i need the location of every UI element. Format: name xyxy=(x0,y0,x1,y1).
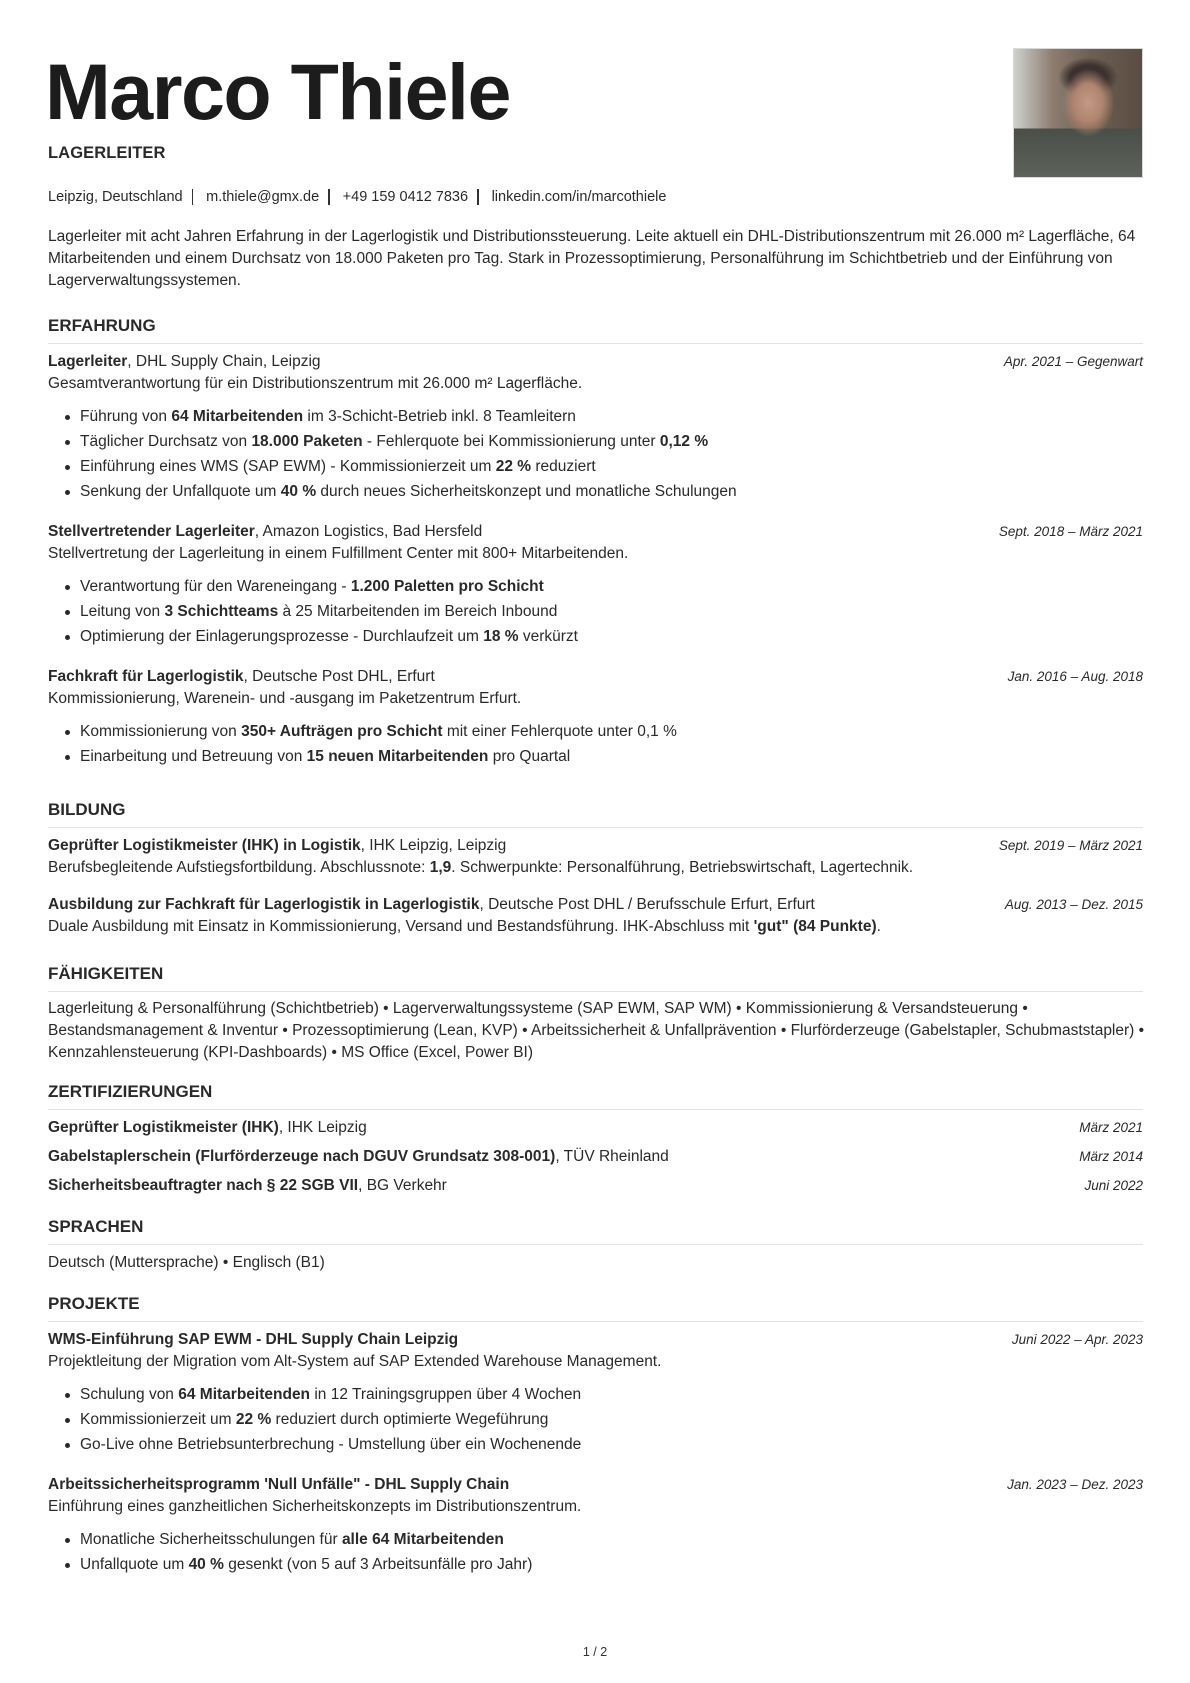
emphasis-text: 0,12 % xyxy=(659,433,709,450)
section-heading-certifications: ZERTIFIZIERUNGEN xyxy=(48,1082,1143,1110)
bullet-item: Kommissionierzeit um 22 % reduziert durch optimierte Wegeführung xyxy=(80,1407,1143,1432)
emphasis-text: 64 Mitarbeitenden xyxy=(171,408,304,425)
entry-date: Sept. 2018 – März 2021 xyxy=(998,524,1143,539)
bullet-list xyxy=(48,1382,1143,1457)
contact-line xyxy=(48,189,666,205)
entry-title: Lagerleiter, DHL Supply Chain, Leipzig xyxy=(48,353,321,370)
bullet-list xyxy=(48,719,1143,769)
entry-description: Einführung eines ganzheitlichen Sicherheitskonzepts im Distributionszentrum. xyxy=(48,1498,582,1515)
entry-title: Sicherheitsbeauftragter nach § 22 SGB VII, BG Verkehr xyxy=(48,1177,447,1194)
project-entry xyxy=(48,1474,1143,1577)
entry-date: Jan. 2023 – Dez. 2023 xyxy=(1007,1477,1143,1492)
entry-title: Ausbildung zur Fachkraft für Lagerlogistik in Lagerlogistik, Deutsche Post DHL / Berufsschule Erfurt, Erfurt xyxy=(48,896,815,913)
entry-role: Geprüfter Logistikmeister (IHK) in Logistik xyxy=(48,837,361,854)
entry-date: Juni 2022 – Apr. 2023 xyxy=(1011,1332,1143,1347)
bullet-item: Unfallquote um 40 % gesenkt (von 5 auf 3 Arbeitsunfälle pro Jahr) xyxy=(80,1552,1143,1577)
emphasis-text: 22 % xyxy=(495,458,532,475)
bullet-item: Senkung der Unfallquote um 40 % durch neues Sicherheitskonzept und monatliche Schulungen xyxy=(80,479,1143,504)
section-heading-education: BILDUNG xyxy=(48,800,1143,828)
entry-date: Sept. 2019 – März 2021 xyxy=(998,838,1143,853)
bullet-item: Einführung eines WMS (SAP EWM) - Kommissionierzeit um 22 % reduziert xyxy=(80,454,1143,479)
section-heading-experience: ERFAHRUNG xyxy=(48,316,1143,344)
emphasis-text: alle 64 Mitarbeitenden xyxy=(341,1531,504,1548)
contact-divider xyxy=(477,189,479,205)
certification-entry xyxy=(48,1175,1143,1197)
languages-list: Deutsch (Muttersprache) • Englisch (B1) xyxy=(48,1254,325,1271)
job-title: LAGERLEITER xyxy=(48,144,166,162)
bullet-item: Verantwortung für den Wareneingang - 1.200 Paletten pro Schicht xyxy=(80,574,1143,599)
emphasis-text: 40 % xyxy=(280,483,317,500)
entry-date: März 2014 xyxy=(1079,1149,1143,1164)
contact-email[interactable]: m.thiele@gmx.de xyxy=(206,189,320,205)
contact-divider xyxy=(328,189,330,205)
entry-title: Geprüfter Logistikmeister (IHK) in Logistik, IHK Leipzig, Leipzig xyxy=(48,837,507,854)
entry-title xyxy=(48,1329,458,1351)
emphasis-text: 40 % xyxy=(188,1556,224,1573)
entry-header-row xyxy=(48,835,1143,857)
bullet-item: Monatliche Sicherheitsschulungen für alle 64 Mitarbeitenden xyxy=(80,1527,1143,1552)
entry-header-row xyxy=(48,1329,1143,1351)
entry-role: Sicherheitsbeauftragter nach § 22 SGB VII xyxy=(48,1177,359,1194)
emphasis-text: 'gut" (84 Punkte) xyxy=(753,918,877,935)
entry-date: Juni 2022 xyxy=(1084,1178,1143,1193)
bullet-list xyxy=(48,574,1143,649)
education-entry xyxy=(48,894,1143,938)
emphasis-text: 15 neuen Mitarbeitenden xyxy=(306,748,489,765)
entry-header-row xyxy=(48,894,1143,916)
entry-role: Fachkraft für Lagerlogistik xyxy=(48,668,244,685)
contact-divider xyxy=(192,189,194,205)
entry-description: Stellvertretung der Lagerleitung in einem Fulfillment Center mit 800+ Mitarbeitenden. xyxy=(48,545,629,562)
contact-phone[interactable]: +49 159 0412 7836 xyxy=(342,189,469,205)
entry-role: Geprüfter Logistikmeister (IHK) xyxy=(48,1119,279,1136)
entry-role: WMS-Einführung SAP EWM - DHL Supply Chain Leipzig xyxy=(48,1331,459,1348)
entry-description: Kommissionierung, Warenein- und -ausgang im Paketzentrum Erfurt. xyxy=(48,690,522,707)
entry-date: März 2021 xyxy=(1079,1120,1143,1135)
experience-entry xyxy=(48,666,1143,769)
entry-description: Berufsbegleitende Aufstiegsfortbildung. Abschlussnote: 1,9. Schwerpunkte: Personalführung, Betriebswirtschaft, Lagertechnik. xyxy=(48,859,914,876)
education-entry xyxy=(48,835,1143,879)
certification-entry xyxy=(48,1146,1143,1168)
contact-location: Leipzig, Deutschland xyxy=(48,189,183,205)
experience-entry xyxy=(48,521,1143,649)
bullet-item: Einarbeitung und Betreuung von 15 neuen Mitarbeitenden pro Quartal xyxy=(80,744,1143,769)
entry-description: Gesamtverantwortung für ein Distributionszentrum mit 26.000 m² Lagerfläche. xyxy=(48,375,583,392)
entry-header-row xyxy=(48,1474,1143,1496)
bullet-item: Schulung von 64 Mitarbeitenden in 12 Trainingsgruppen über 4 Wochen xyxy=(80,1382,1143,1407)
emphasis-text: 1,9 xyxy=(429,859,452,876)
emphasis-text: 350+ Aufträgen pro Schicht xyxy=(241,723,443,740)
entry-header-row xyxy=(48,351,1143,373)
entry-role: Lagerleiter xyxy=(48,353,128,370)
entry-title: Geprüfter Logistikmeister (IHK), IHK Leipzig xyxy=(48,1119,367,1136)
experience-entry xyxy=(48,351,1143,504)
entry-header-row xyxy=(48,666,1143,688)
bullet-item: Kommissionierung von 350+ Aufträgen pro Schicht mit einer Fehlerquote unter 0,1 % xyxy=(80,719,1143,744)
bullet-list xyxy=(48,1527,1143,1577)
entry-description: Projektleitung der Migration vom Alt-System auf SAP Extended Warehouse Management. xyxy=(48,1353,662,1370)
profile-photo xyxy=(1013,48,1143,178)
bullet-item: Leitung von 3 Schichtteams à 25 Mitarbeitenden im Bereich Inbound xyxy=(80,599,1143,624)
entry-title xyxy=(48,1474,509,1496)
entry-date: Jan. 2016 – Aug. 2018 xyxy=(1007,669,1143,684)
resume-header xyxy=(45,0,1143,186)
emphasis-text: 64 Mitarbeitenden xyxy=(178,1386,311,1403)
entry-title: Gabelstaplerschein (Flurförderzeuge nach DGUV Grundsatz 308-001), TÜV Rheinland xyxy=(48,1148,669,1165)
candidate-name: Marco Thiele xyxy=(45,47,510,136)
skills-list: Lagerleitung & Personalführung (Schichtbetrieb) • Lagerverwaltungssysteme (SAP EWM, SAP WM) • Kommissionierung & Versandsteuerung • Bestandsmanagement & Inventur • Prozessoptimierung (Lean, KVP) • Arbeitssicherheit & Unfallprävention • Flurförderzeuge (Gabelstapler, Schubmaststapler) • Kennzahlensteuerung (KPI-Dashboards) • MS Office (Excel, Power BI) xyxy=(48,1000,1145,1061)
emphasis-text: 3 Schichtteams xyxy=(164,603,279,620)
emphasis-text: 22 % xyxy=(235,1411,272,1428)
bullet-item: Führung von 64 Mitarbeitenden im 3-Schicht-Betrieb inkl. 8 Teamleitern xyxy=(80,404,1143,429)
profile-summary: Lagerleiter mit acht Jahren Erfahrung in der Lagerlogistik und Distributionssteuerung. Leite aktuell ein DHL-Distributionszentrum mit 26.000 m² Lagerfläche, 64 Mitarbeitenden und einem Durchsatz von 18.000 Paketen pro Tag. Stark in Prozessoptimierung, Personalführung im Schichtbetrieb und der Einführung von Lagerverwaltungssystemen. xyxy=(48,228,1136,289)
bullet-item: Go-Live ohne Betriebsunterbrechung - Umstellung über ein Wochenende xyxy=(80,1432,1143,1457)
section-heading-languages: SPRACHEN xyxy=(48,1217,1143,1245)
entry-role: Stellvertretender Lagerleiter xyxy=(48,523,255,540)
resume-page xyxy=(45,0,1145,1573)
entry-role: Gabelstaplerschein (Flurförderzeuge nach DGUV Grundsatz 308-001) xyxy=(48,1148,556,1165)
entry-date: Aug. 2013 – Dez. 2015 xyxy=(1004,897,1143,912)
certification-entry xyxy=(48,1117,1143,1139)
bullet-item: Täglicher Durchsatz von 18.000 Paketen - Fehlerquote bei Kommissionierung unter 0,12 % xyxy=(80,429,1143,454)
entry-description: Duale Ausbildung mit Einsatz in Kommissionierung, Versand und Bestandsführung. IHK-Abschluss mit 'gut" (84 Punkte). xyxy=(48,918,881,935)
bullet-item: Optimierung der Einlagerungsprozesse - Durchlaufzeit um 18 % verkürzt xyxy=(80,624,1143,649)
entry-title: Stellvertretender Lagerleiter, Amazon Logistics, Bad Hersfeld xyxy=(48,523,483,540)
emphasis-text: 18.000 Paketen xyxy=(251,433,363,450)
contact-linkedin[interactable]: linkedin.com/in/marcothiele xyxy=(491,189,667,205)
page-indicator: 1 / 2 xyxy=(582,1645,608,1659)
section-heading-skills: FÄHIGKEITEN xyxy=(48,964,1143,992)
bullet-list xyxy=(48,404,1143,504)
entry-role: Ausbildung zur Fachkraft für Lagerlogistik in Lagerlogistik xyxy=(48,896,480,913)
emphasis-text: 1.200 Paletten pro Schicht xyxy=(350,578,544,595)
emphasis-text: 18 % xyxy=(483,628,519,645)
entry-header-row xyxy=(48,521,1143,543)
entry-header-row xyxy=(48,1117,1143,1139)
entry-header-row xyxy=(48,1146,1143,1168)
entry-title: Fachkraft für Lagerlogistik, Deutsche Post DHL, Erfurt xyxy=(48,668,435,685)
entry-date: Apr. 2021 – Gegenwart xyxy=(1003,354,1143,369)
entry-header-row xyxy=(48,1175,1143,1197)
project-entry xyxy=(48,1329,1143,1457)
entry-role: Arbeitssicherheitsprogramm 'Null Unfälle" - DHL Supply Chain xyxy=(48,1476,510,1493)
section-heading-projects: PROJEKTE xyxy=(48,1294,1143,1322)
